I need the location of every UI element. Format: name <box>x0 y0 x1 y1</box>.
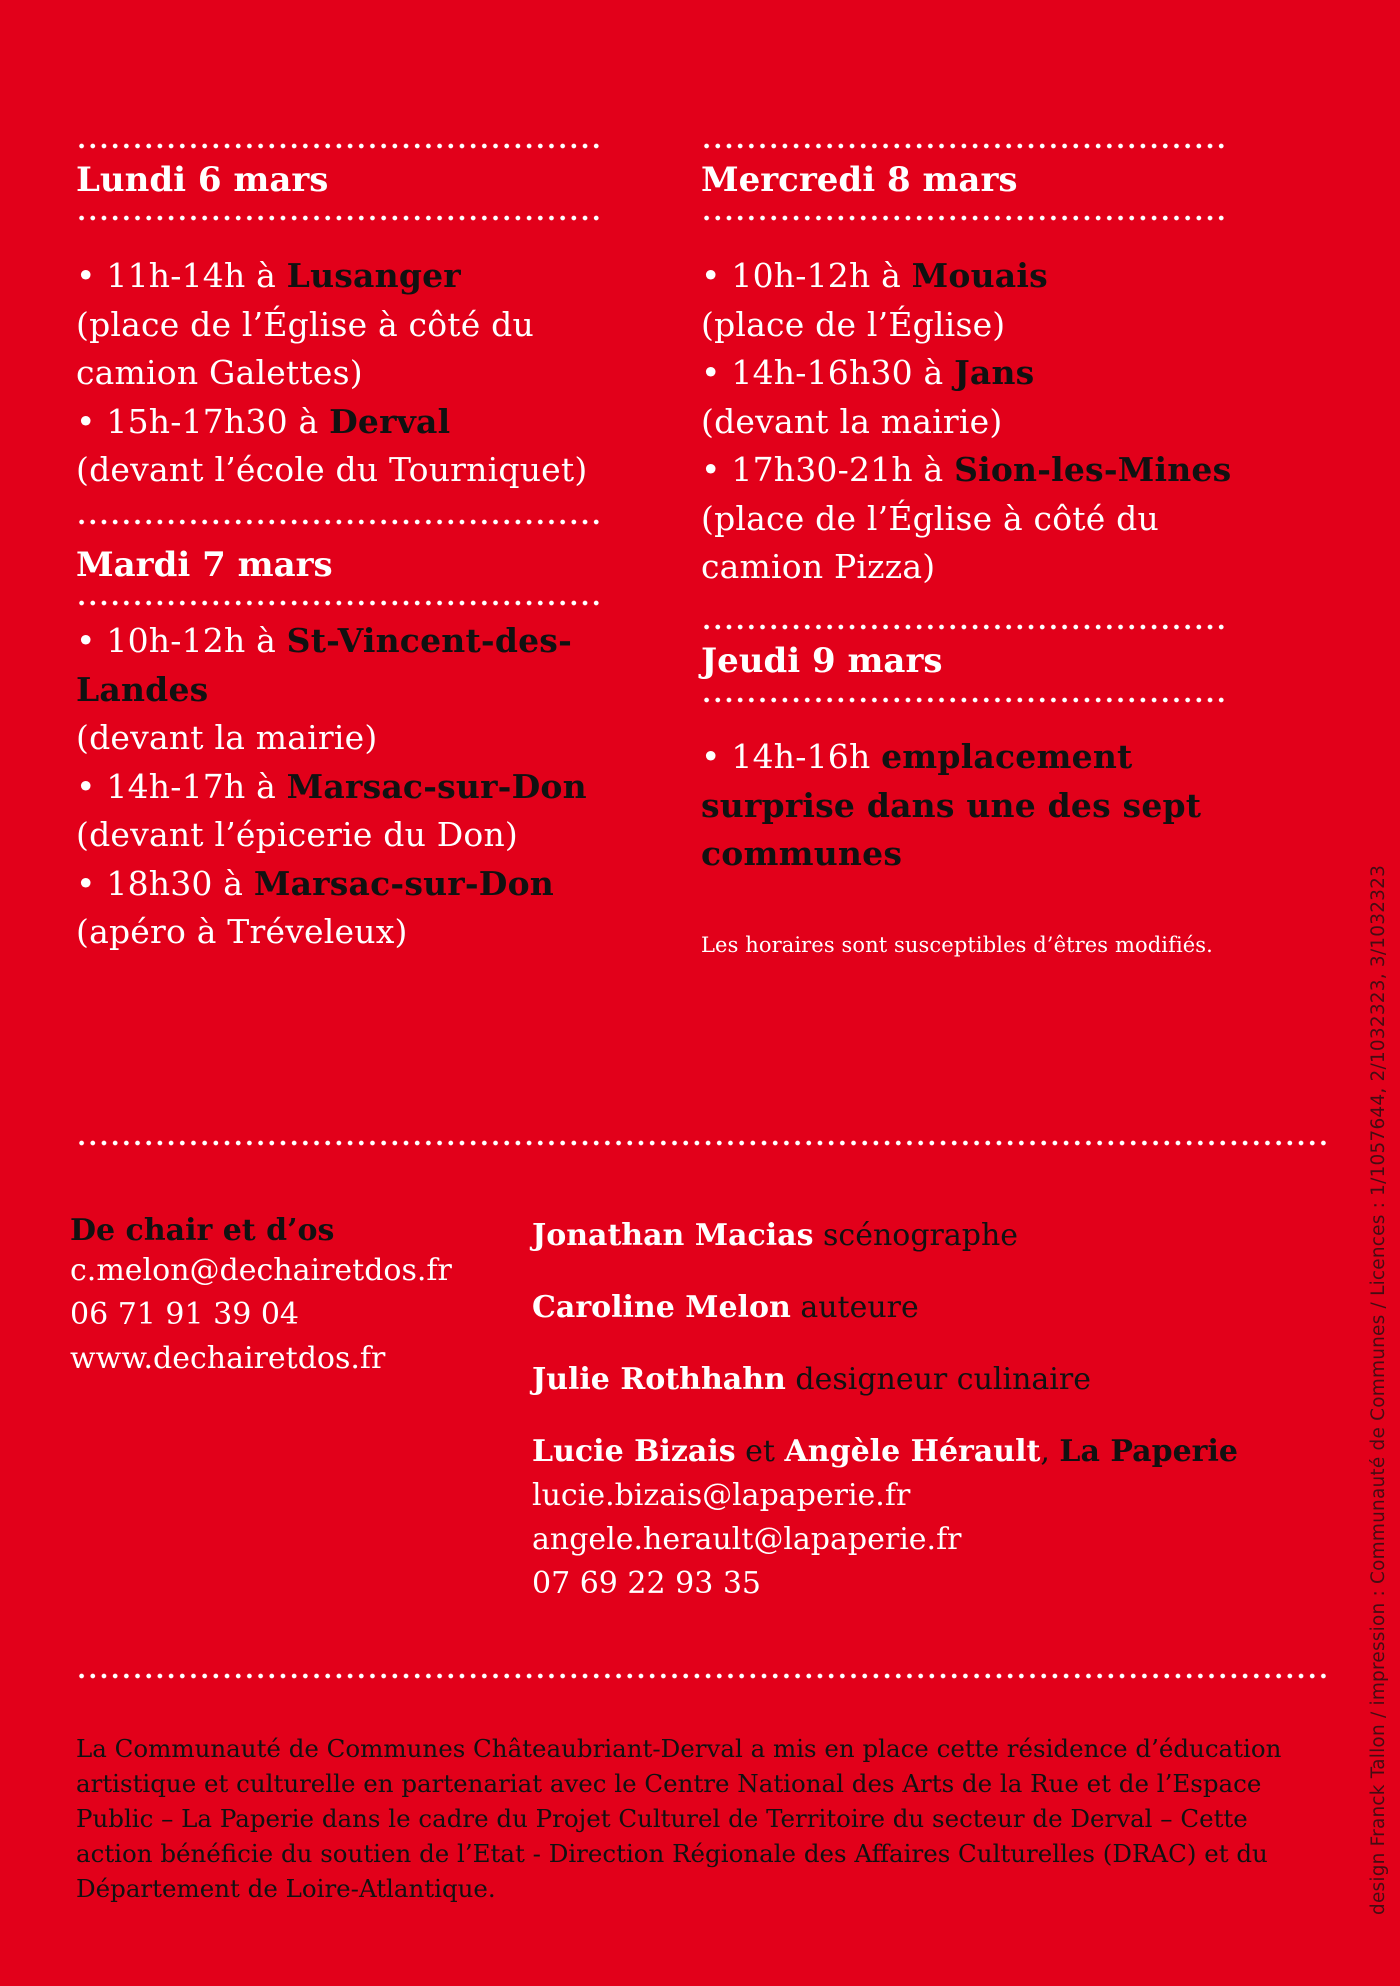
credits-vertical: design Franck Tallon / impression : Communauté de Communes / Licences : 1/1057644, 2/1032323, 3/1032323 <box>1368 864 1389 1915</box>
divider-dotted <box>701 143 1229 149</box>
divider-dotted <box>76 600 604 606</box>
schedule-entry: • 15h-17h30 à Derval <box>76 401 451 441</box>
schedule-entry: • 10h-12h à Mouais <box>701 256 1048 295</box>
schedule-detail: (place de l’Église à côté du camion Pizza) <box>701 498 1159 586</box>
company-website[interactable]: www.dechairetdos.fr <box>70 1341 386 1376</box>
bullet-icon: • <box>76 256 96 295</box>
contact-block <box>70 1213 452 1381</box>
schedule-detail: (place de l’Église) <box>701 304 1006 344</box>
bullet-icon: • <box>701 353 721 392</box>
crew-member: Julie Rothhahn designeur culinaire <box>532 1362 1091 1397</box>
bullet-icon: • <box>76 863 96 903</box>
bullet-icon: • <box>76 401 96 441</box>
schedule-entry: • 14h-16h30 à Jans <box>701 353 1035 392</box>
company-name: De chair et d’os <box>70 1213 335 1248</box>
day-title-tuesday: Mardi 7 mars <box>76 545 333 585</box>
schedule-thursday <box>701 733 1261 879</box>
divider-dotted <box>76 1140 1326 1146</box>
divider-dotted <box>76 215 604 221</box>
schedule-entry: • 11h-14h à Lusanger <box>76 256 461 295</box>
footer-text: La Communauté de Communes Châteaubriant-Derval a mis en place cette résidence d’éducation artistique et culturelle en partenariat avec le Centre National des Arts de la Rue et de l’Espace Public – La Paperie dans le cadre du Projet Culturel de Territoire du secteur de Derval – Cette action bénéficie du soutien de l’Etat - Direction Régionale des Affaires Culturelles (DRAC) et du Département de Loire-Atlantique. <box>76 1734 1282 1903</box>
schedule-detail: (place de l’Église à côté du camion Galettes) <box>76 304 534 392</box>
schedule-detail: (devant la mairie) <box>701 401 1003 441</box>
bullet-icon: • <box>701 737 721 776</box>
schedule-detail: (devant la mairie) <box>76 718 378 757</box>
day-title-monday: Lundi 6 mars <box>76 160 329 200</box>
crew-member: Caroline Melon auteure <box>532 1290 919 1325</box>
schedule-detail: (devant l’épicerie du Don) <box>76 815 518 854</box>
schedule-monday <box>76 252 676 495</box>
schedule-entry: • 17h30-21h à Sion-les-Mines <box>701 450 1232 489</box>
crew-member: Jonathan Macias scénographe <box>532 1218 1019 1253</box>
schedule-note: Les horaires sont susceptibles d’êtres modifiés. <box>701 933 1213 957</box>
crew-block <box>532 1214 1238 1606</box>
paperie-email[interactable]: lucie.bizais@lapaperie.fr <box>532 1478 911 1513</box>
paperie-email[interactable]: angele.herault@lapaperie.fr <box>532 1522 962 1557</box>
schedule-entry: • 14h-17h à Marsac-sur-Don <box>76 766 587 806</box>
company-phone: 06 71 91 39 04 <box>70 1297 300 1332</box>
divider-dotted <box>701 697 1229 703</box>
divider-dotted <box>76 143 604 149</box>
schedule-tuesday <box>76 617 636 957</box>
bullet-icon: • <box>701 450 721 489</box>
crew-member: Lucie Bizais et Angèle Hérault, La Paperie <box>532 1434 1238 1469</box>
company-email[interactable]: c.melon@dechairetdos.fr <box>70 1253 452 1288</box>
divider-dotted <box>701 215 1229 221</box>
schedule-detail: (devant l’école du Tourniquet) <box>76 450 588 489</box>
divider-dotted <box>76 1673 1326 1679</box>
schedule-entry: • 14h-16h emplacement surprise dans une des sept communes <box>701 737 1202 873</box>
schedule-entry: • 18h30 à Marsac-sur-Don <box>76 863 554 903</box>
day-title-thursday: Jeudi 9 mars <box>701 641 943 681</box>
schedule-detail: (apéro à Tréveleux) <box>76 912 408 951</box>
divider-dotted <box>701 624 1229 630</box>
schedule-entry: • 10h-12h à St-Vincent-des-Landes <box>76 621 572 709</box>
divider-dotted <box>76 519 604 525</box>
day-title-wednesday: Mercredi 8 mars <box>701 160 1018 200</box>
bullet-icon: • <box>76 766 96 806</box>
schedule-wednesday <box>701 252 1301 592</box>
bullet-icon: • <box>76 621 96 660</box>
paperie-phone: 07 69 22 93 35 <box>532 1566 762 1601</box>
bullet-icon: • <box>701 256 721 295</box>
